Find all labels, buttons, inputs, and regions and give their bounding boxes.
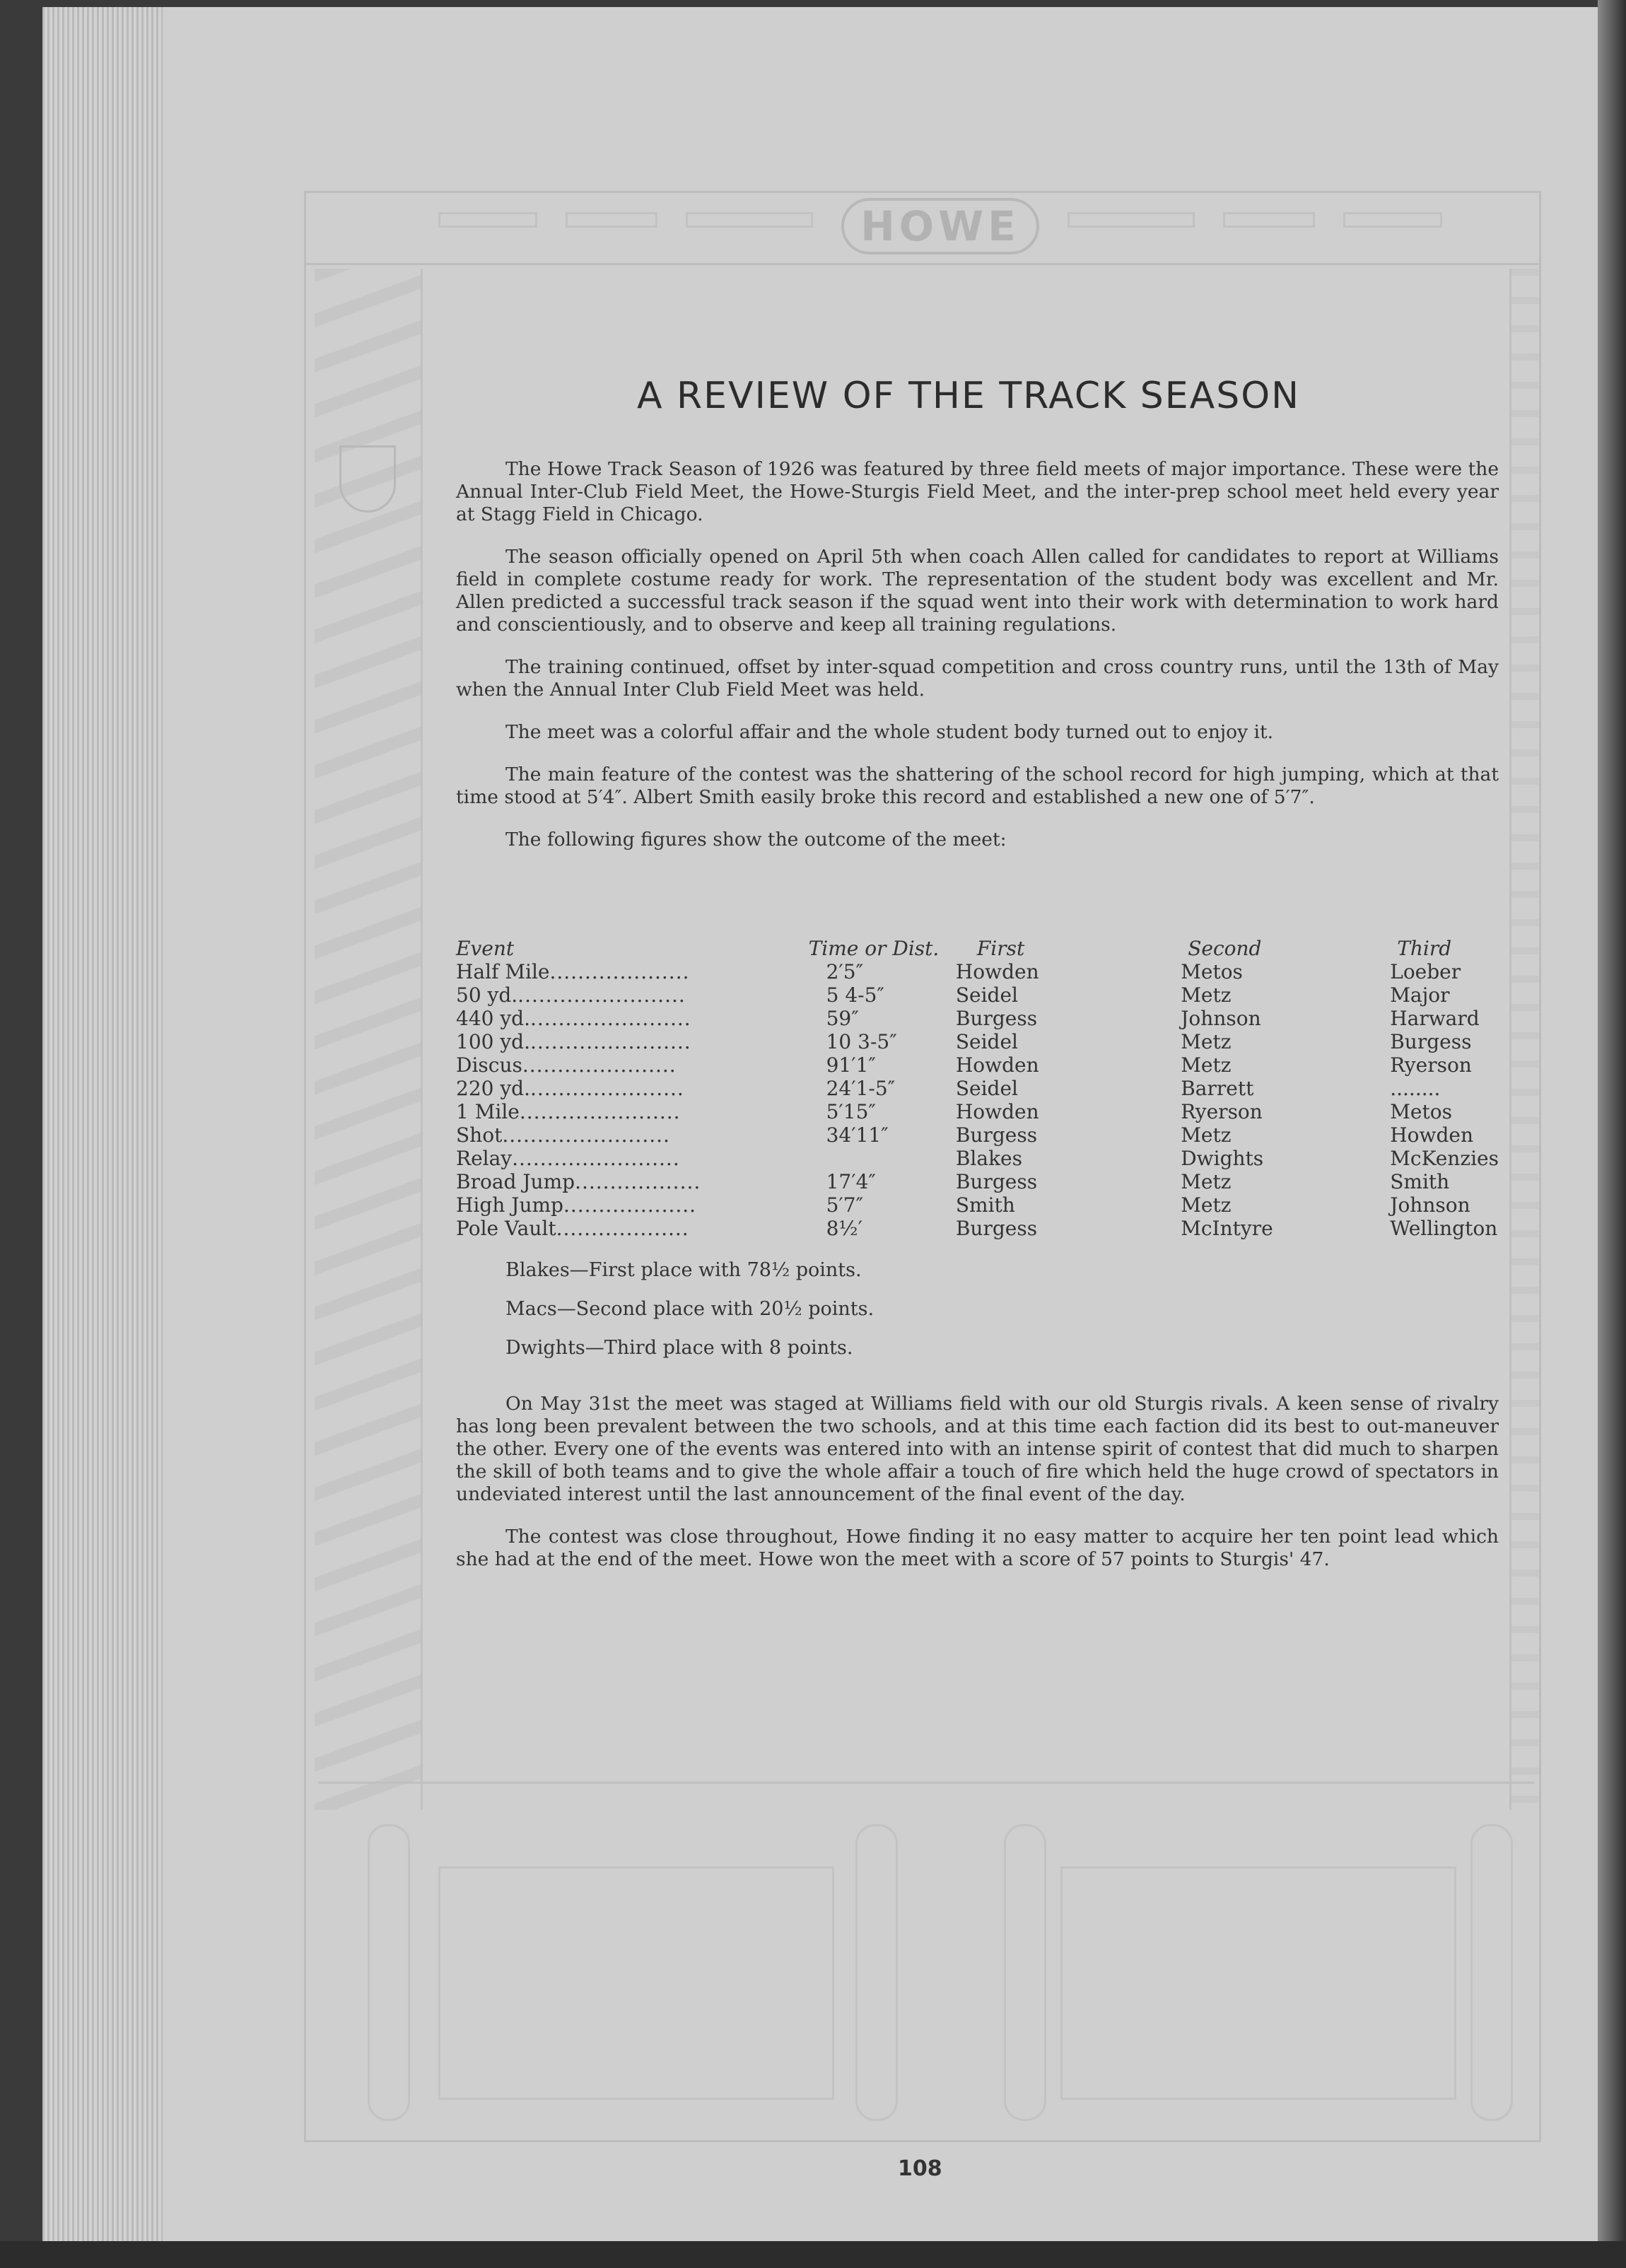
- cell-time: 34′11″: [826, 1123, 889, 1147]
- cell-third: Metos: [1390, 1100, 1452, 1123]
- cell-time: 5 4-5″: [826, 983, 884, 1007]
- table-row: [456, 1123, 1499, 1147]
- table-row: [456, 1170, 1499, 1193]
- event-label: Broad Jump: [456, 1170, 575, 1193]
- book-spine-shadow: [1598, 0, 1626, 2268]
- cell-first: Blakes: [955, 1147, 1022, 1170]
- paragraph: The contest was close throughout, Howe finding it no easy matter to acquire her ten point lead which she had at the end of the meet. Howe won the meet with a score of 57 points to Sturgis' 47.: [456, 1526, 1499, 1570]
- cell-time: 91′1″: [826, 1053, 876, 1077]
- header-event: Event: [456, 937, 515, 960]
- paragraph: The main feature of the contest was the shattering of the school record for high jumping, which at that time stood at 5′4″. Albert Smith easily broke this record and established a new one of 5′7″.: [456, 764, 1499, 808]
- leader-dots: ....................: [549, 960, 690, 983]
- cell-second: Metos: [1181, 960, 1243, 983]
- cell-third: Ryerson: [1390, 1053, 1472, 1077]
- cell-second: Metz: [1181, 1053, 1232, 1077]
- event-label: High Jump: [456, 1193, 563, 1217]
- event-label: 440 yd.: [456, 1007, 530, 1030]
- table-row: [456, 1053, 1499, 1077]
- scroll-post-icon: [1004, 1824, 1046, 2121]
- leader-dots: ......................: [522, 1053, 677, 1077]
- event-label: Half Mile: [456, 960, 550, 983]
- leader-dots: ........................: [502, 1123, 670, 1147]
- page-title: A REVIEW OF THE TRACK SEASON: [636, 375, 1301, 417]
- cell-first: Burgess: [955, 1123, 1038, 1147]
- cell-event: [456, 1100, 809, 1123]
- cell-third: ........: [1390, 1077, 1441, 1100]
- event-label: Pole Vault: [456, 1217, 556, 1240]
- cell-third: McKenzies: [1390, 1147, 1499, 1170]
- paragraph: The season officially opened on April 5th when coach Allen called for candidates to report at Williams field in complete costume ready for work. The representation of the student body was excellent and Mr. Allen predicted a successful track season if the squad went into their work with determination to work hard and conscientiously, and to observe and keep all training regulations.: [456, 546, 1499, 636]
- standings: [505, 1258, 1495, 1375]
- cell-first: Burgess: [955, 1170, 1038, 1193]
- scan-bottom-edge: [0, 2241, 1626, 2268]
- cell-time: 8½′: [826, 1217, 862, 1240]
- cell-first: Burgess: [955, 1007, 1038, 1030]
- standing-third: Dwights—Third place with 8 points.: [505, 1337, 853, 1359]
- cell-time: 2′5″: [826, 960, 864, 983]
- crest-shield-icon: [339, 445, 396, 513]
- leader-dots: .......................: [519, 1100, 681, 1123]
- scroll-post-icon: [1470, 1824, 1513, 2121]
- cell-second: Ryerson: [1181, 1100, 1263, 1123]
- leader-dots: ..................: [575, 1170, 701, 1193]
- closing-text: [456, 1393, 1499, 1591]
- cell-second: McIntyre: [1181, 1217, 1273, 1240]
- standing-second: Macs—Second place with 20½ points.: [505, 1298, 875, 1320]
- cell-first: Seidel: [955, 1077, 1018, 1100]
- header-third: Third: [1397, 937, 1452, 960]
- cell-time: 24′1-5″: [826, 1077, 896, 1100]
- scroll-post-icon: [855, 1824, 898, 2121]
- cell-third: Smith: [1390, 1170, 1450, 1193]
- cell-first: Seidel: [955, 1030, 1018, 1053]
- howe-logo: HOWE: [841, 198, 1039, 255]
- scroll-post-icon: [368, 1824, 410, 2121]
- cell-time: 5′15″: [826, 1100, 876, 1123]
- page-edges: [42, 7, 163, 2241]
- paragraph: The following figures show the outcome of the meet:: [505, 829, 1007, 850]
- paragraph: On May 31st the meet was staged at Williams field with our old Sturgis rivals. A keen sense of rivalry has long been prevalent between the two schools, and at this time each faction did its best to out-maneuver the other. Every one of the events was entered into with an intense spirit of contest that did much to sharpen the skill of both teams and to give the whole affair a touch of fire which held the huge crowd of spectators in undeviated interest until the last announcement of the final event of the day.: [456, 1393, 1499, 1505]
- table-row: [456, 960, 1499, 983]
- cell-first: Howden: [955, 960, 1039, 983]
- header-second: Second: [1188, 937, 1262, 960]
- standing-first: Blakes—First place with 78½ points.: [505, 1259, 862, 1281]
- header-ornament-left-1: [438, 212, 537, 228]
- table-row: [456, 1100, 1499, 1123]
- cell-event: [456, 1007, 809, 1030]
- right-ornamental-border: [1509, 269, 1540, 1810]
- cell-event: [456, 1077, 809, 1100]
- results-table: [456, 937, 1499, 1240]
- cell-event: [456, 1030, 809, 1053]
- event-label: 50 yd.: [456, 983, 518, 1007]
- event-label: Shot: [456, 1123, 503, 1147]
- header-first: First: [976, 937, 1025, 960]
- leader-dots: .......................: [530, 1007, 691, 1030]
- table-header-row: [456, 937, 1499, 960]
- cell-first: Smith: [955, 1193, 1015, 1217]
- cell-third: Howden: [1390, 1123, 1473, 1147]
- cell-event: [456, 1170, 809, 1193]
- cell-third: Burgess: [1390, 1030, 1472, 1053]
- event-label: 100 yd.: [456, 1030, 530, 1053]
- leader-dots: ........................: [517, 983, 686, 1007]
- event-label: Relay: [456, 1147, 513, 1170]
- page-number: 108: [898, 2156, 942, 2181]
- table-row: [456, 1007, 1499, 1030]
- cell-event: [456, 1123, 809, 1147]
- leader-dots: ......................: [530, 1077, 684, 1100]
- table-row: [456, 983, 1499, 1007]
- leader-dots: .......................: [530, 1030, 691, 1053]
- cell-second: Dwights: [1181, 1147, 1264, 1170]
- event-label: Discus: [456, 1053, 522, 1077]
- cell-time: 17′4″: [826, 1170, 876, 1193]
- cell-second: Barrett: [1181, 1077, 1254, 1100]
- cell-event: [456, 1217, 809, 1240]
- cell-second: Metz: [1181, 1123, 1232, 1147]
- leader-dots: ...................: [563, 1193, 697, 1217]
- cannon-scene-illustration: [438, 1866, 834, 2100]
- paragraph: The meet was a colorful affair and the whole student body turned out to enjoy it.: [505, 721, 1274, 743]
- event-label: 220 yd.: [456, 1077, 530, 1100]
- cell-third: Loeber: [1390, 960, 1461, 983]
- table-row: [456, 1030, 1499, 1053]
- paragraph: The Howe Track Season of 1926 was featured by three field meets of major importance. These were the Annual Inter-Club Field Meet, the Howe-Sturgis Field Meet, and the inter-prep school meet held every year at Stagg Field in Chicago.: [456, 458, 1499, 525]
- header-ornament-left-3: [686, 212, 813, 228]
- header-ornament-right-2: [1223, 212, 1315, 228]
- building-scene-illustration: [1060, 1866, 1456, 2100]
- cell-third: Major: [1390, 983, 1450, 1007]
- cell-first: Burgess: [955, 1217, 1038, 1240]
- cell-second: Johnson: [1181, 1007, 1261, 1030]
- table-row: [456, 1193, 1499, 1217]
- cell-third: Harward: [1390, 1007, 1480, 1030]
- header-ornament-left-2: [566, 212, 657, 228]
- cell-time: 10 3-5″: [826, 1030, 897, 1053]
- table-row: [456, 1077, 1499, 1100]
- leader-dots: ........................: [512, 1147, 680, 1170]
- cell-second: Metz: [1181, 1030, 1232, 1053]
- header-time: Time or Dist.: [808, 937, 940, 960]
- cell-event: [456, 983, 809, 1007]
- table-row: [456, 1217, 1499, 1240]
- cell-first: Seidel: [955, 983, 1018, 1007]
- cell-second: Metz: [1181, 983, 1232, 1007]
- event-label: 1 Mile: [456, 1100, 520, 1123]
- header-ornament-right-1: [1068, 212, 1195, 228]
- table-row: [456, 1147, 1499, 1170]
- header-ornament-right-3: [1343, 212, 1442, 228]
- cell-first: Howden: [955, 1100, 1039, 1123]
- cell-third: Johnson: [1390, 1193, 1470, 1217]
- cell-third: Wellington: [1390, 1217, 1498, 1240]
- cell-event: [456, 960, 809, 983]
- cell-event: [456, 1053, 809, 1077]
- paragraph: The training continued, offset by inter-squad competition and cross country runs, until the 13th of May when the Annual Inter Club Field Meet was held.: [456, 656, 1499, 701]
- cell-event: [456, 1193, 809, 1217]
- cell-second: Metz: [1181, 1193, 1232, 1217]
- cell-event: [456, 1147, 809, 1170]
- cell-time: 5′7″: [826, 1193, 864, 1217]
- cell-second: Metz: [1181, 1170, 1232, 1193]
- cell-first: Howden: [955, 1053, 1039, 1077]
- cell-time: 59″: [826, 1007, 859, 1030]
- intro-text: [456, 458, 1499, 871]
- leader-dots: ...................: [556, 1217, 689, 1240]
- cell-time: [809, 1147, 956, 1170]
